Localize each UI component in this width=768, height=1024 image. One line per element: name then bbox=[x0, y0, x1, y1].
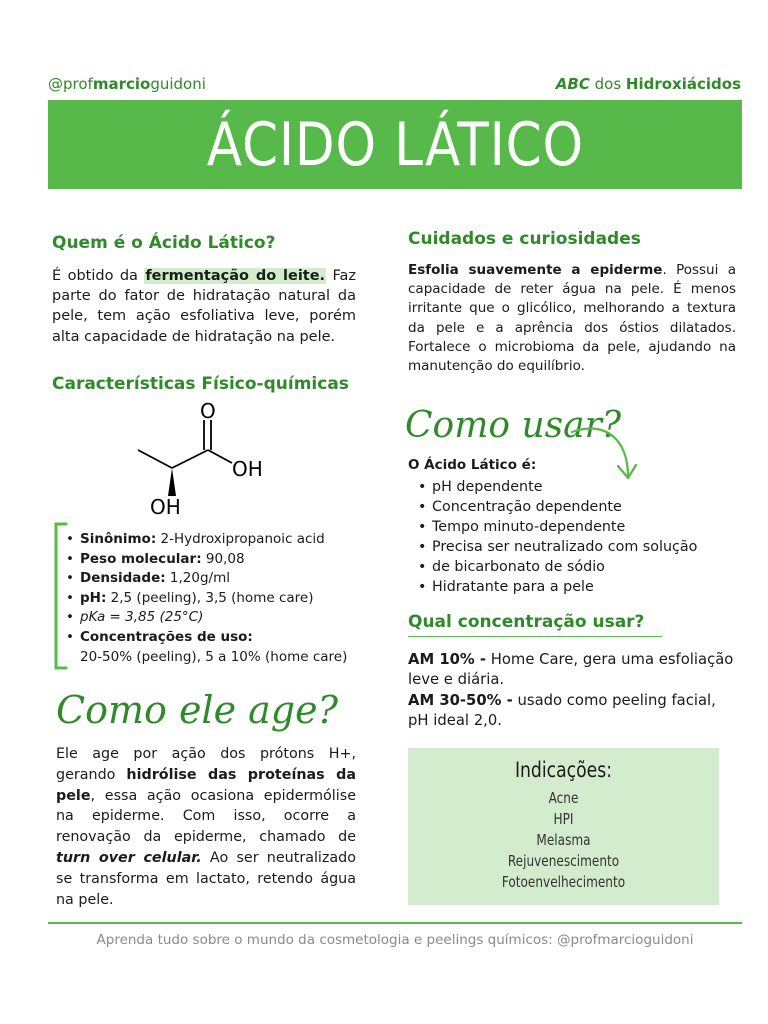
quem-highlight: fermentação do leite. bbox=[145, 268, 326, 284]
cuidados-text: Esfolia suavemente a epiderme. Possui a capacidade de reter água na pele. É menos irritante que o glicólico, melhorando a textura da pele e a aprência dos óstios dilatados. Fortalece o microbioma da pele, ajudando na manutenção do equilíbrio. bbox=[408, 262, 736, 375]
handle-suffix: guidoni bbox=[150, 75, 206, 93]
page-title: ÁCIDO LÁTICO bbox=[206, 109, 584, 180]
quem-text bbox=[52, 266, 356, 347]
atom-o-top: O bbox=[200, 399, 216, 423]
list-item: • pKa = 3,85 (25°C) bbox=[64, 608, 364, 628]
top-row bbox=[48, 72, 741, 96]
cuidados-section bbox=[408, 229, 736, 376]
list-item: • Densidade: 1,20g/ml bbox=[64, 569, 364, 589]
list-item: • Sinônimo: 2-Hydroxipropanoic acid bbox=[64, 530, 364, 550]
concentracao-text: AM 10% - Home Care, gera uma esfoliação leve e diária. AM 30-50% - usado como peeling facial, pH ideal 2,0. bbox=[408, 651, 734, 730]
bond-carbon-oh bbox=[208, 450, 232, 463]
como-age-heading: Como ele age? bbox=[56, 688, 338, 732]
title-banner bbox=[48, 100, 742, 189]
bond-alpha-carbonyl bbox=[172, 450, 208, 468]
series-dos: dos bbox=[589, 75, 626, 93]
indicacoes-list bbox=[442, 788, 685, 893]
list-item: • Hidratante para a pele bbox=[416, 577, 746, 597]
list-item: HPI bbox=[553, 810, 574, 828]
series-bold: Hidroxiácidos bbox=[625, 75, 741, 93]
caracteristicas-list bbox=[64, 530, 364, 667]
list-item: • Concentrações de uso: 20-50% (peeling), 5 a 10% (home care) bbox=[64, 628, 364, 667]
series-abc: ABC bbox=[555, 75, 590, 93]
atom-oh-right: OH bbox=[232, 457, 263, 481]
author-handle bbox=[48, 75, 206, 93]
footer-divider bbox=[48, 922, 742, 924]
list-item: • Concentração dependente bbox=[416, 497, 746, 517]
lactic-acid-structure bbox=[120, 398, 290, 520]
quem-post: Faz parte do fator de hidratação natural da pele, tem ação esfoliativa leve, porém alta capacidade de hidratação na pele. bbox=[52, 268, 356, 345]
list-item: • Precisa ser neutralizado com solução bbox=[416, 537, 746, 557]
list-item: Rejuvenescimento bbox=[507, 852, 620, 870]
como-age-text: Ele age por ação dos prótons H+, gerando hidrólise das proteínas da pele, essa ação ocasiona epidermólise na epiderme. Com isso, ocorre a renovação da epiderme, chamado de turn over celular. Ao ser neutralizado se transforma em lactato, retendo água na pele. bbox=[56, 746, 356, 908]
quem-heading: Quem é o Ácido Lático? bbox=[52, 233, 276, 253]
como-usar-heading: Como usar? bbox=[405, 405, 622, 446]
indicacoes-title: Indicações: bbox=[514, 758, 613, 782]
handle-bold: marcio bbox=[92, 75, 151, 93]
handle-prefix: @prof bbox=[48, 75, 93, 93]
bond-methyl bbox=[138, 450, 172, 468]
list-item: • Peso molecular: 90,08 bbox=[64, 550, 364, 570]
como-usar-list bbox=[416, 477, 746, 597]
atom-oh-bottom: OH bbox=[150, 495, 181, 519]
list-item: Acne bbox=[548, 789, 579, 807]
como-usar-intro: O Ácido Lático é: bbox=[408, 457, 537, 473]
list-item: Melasma bbox=[536, 831, 591, 849]
wedge-bond bbox=[168, 468, 176, 496]
footer-text: Aprenda tudo sobre o mundo da cosmetologia e peelings químicos: @profmarcioguidoni bbox=[96, 932, 694, 948]
list-item: • pH: 2,5 (peeling), 3,5 (home care) bbox=[64, 589, 364, 609]
quem-pre: É obtido da bbox=[52, 268, 145, 284]
list-item: • de bicarbonato de sódio bbox=[416, 557, 746, 577]
list-item: • Tempo minuto-dependente bbox=[416, 517, 746, 537]
quem-section bbox=[52, 233, 356, 347]
concentracao-heading: Qual concentração usar? bbox=[408, 612, 662, 637]
cuidados-heading: Cuidados e curiosidades bbox=[408, 229, 641, 249]
list-item: • pH dependente bbox=[416, 477, 746, 497]
caracteristicas-heading-wrap bbox=[52, 374, 356, 394]
indicacoes-box bbox=[408, 748, 719, 905]
list-item: Fotoenvelhecimento bbox=[501, 873, 626, 891]
caracteristicas-heading: Características Físico-químicas bbox=[52, 374, 349, 394]
series-title bbox=[556, 75, 741, 93]
